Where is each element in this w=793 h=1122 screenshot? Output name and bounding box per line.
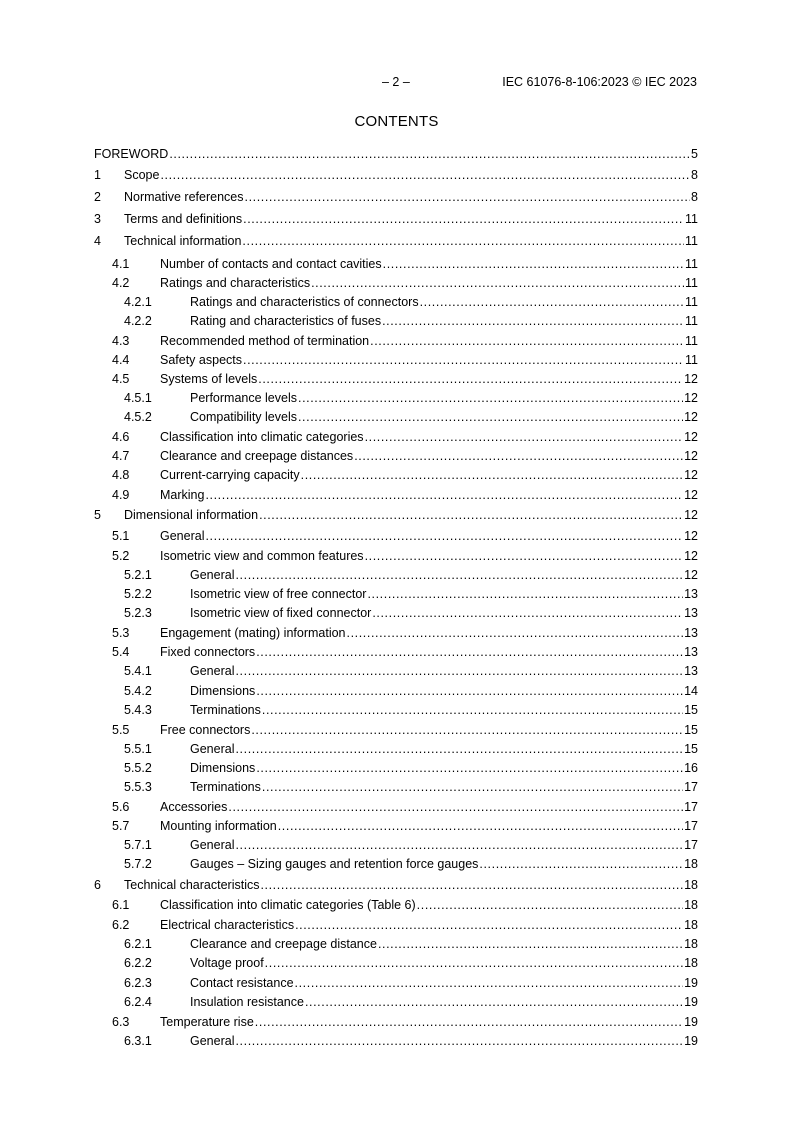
toc-entry[interactable] [94, 975, 698, 991]
toc-entry-number: 5.5.3 [124, 780, 152, 794]
toc-entry-label: General [190, 742, 235, 756]
toc-entry[interactable] [94, 429, 698, 445]
toc-entry-page: 11 [685, 276, 698, 290]
toc-entry-page: 12 [684, 449, 698, 463]
toc-entry-label: Classification into climatic categories [160, 430, 364, 444]
toc-entry-number: 4.2 [112, 276, 130, 290]
dot-leader [295, 917, 683, 933]
toc-entry-page: 12 [684, 372, 698, 386]
toc-entry-page: 17 [684, 838, 698, 852]
dot-leader [245, 189, 691, 205]
page-title: CONTENTS [354, 113, 439, 130]
toc-entry-number: 5.2.3 [124, 606, 152, 620]
toc-entry-number: 4.5 [112, 372, 130, 386]
toc-entry-label: Gauges – Sizing gauges and retention force gauges [190, 857, 479, 871]
toc-entry[interactable] [94, 760, 698, 776]
toc-entry[interactable] [94, 313, 698, 329]
toc-entry-number: 5.6 [112, 800, 130, 814]
toc-entry-page: 16 [684, 761, 698, 775]
toc-entry[interactable] [94, 644, 698, 660]
toc-entry[interactable] [94, 936, 698, 952]
toc-entry-number: 6.2 [112, 918, 130, 932]
toc-entry-label: Performance levels [190, 391, 297, 405]
toc-entry-number: 5.7.1 [124, 838, 152, 852]
toc-entry-number: 4.5.1 [124, 391, 152, 405]
toc-entry-label: Dimensions [190, 684, 256, 698]
toc-entry-label: FOREWORD [94, 147, 169, 161]
toc-entry[interactable] [94, 1033, 698, 1049]
toc-entry-page: 11 [685, 234, 698, 248]
toc-entry[interactable] [94, 352, 698, 368]
toc-entry-page: 18 [684, 857, 698, 871]
toc-entry[interactable] [94, 741, 698, 757]
toc-entry-label: Dimensions [190, 761, 256, 775]
toc-entry-number: 5 [94, 508, 101, 522]
toc-entry-number: 1 [94, 168, 101, 182]
toc-entry-label: Terminations [190, 703, 261, 717]
toc-entry-label: Normative references [124, 190, 244, 204]
dot-leader [262, 702, 683, 718]
toc-entry[interactable] [94, 167, 698, 183]
toc-entry-label: Contact resistance [190, 976, 294, 990]
toc-entry-page: 11 [685, 334, 698, 348]
toc-entry-label: Recommended method of termination [160, 334, 370, 348]
toc-entry[interactable] [94, 818, 698, 834]
dot-leader [305, 994, 683, 1010]
toc-entry-page: 12 [684, 391, 698, 405]
dot-leader [383, 256, 684, 272]
toc-entry[interactable] [94, 448, 698, 464]
toc-entry-number: 6.1 [112, 898, 130, 912]
toc-entry[interactable] [94, 837, 698, 853]
dot-leader [382, 313, 684, 329]
toc-entry-label: Engagement (mating) information [160, 626, 346, 640]
dot-leader [265, 955, 683, 971]
dot-leader [243, 352, 684, 368]
toc-entry-page: 12 [684, 568, 698, 582]
toc-entry-label: Ratings and characteristics of connectors [190, 295, 419, 309]
toc-entry-label: Classification into climatic categories (Table 6) [160, 898, 416, 912]
toc-entry-page: 12 [684, 508, 698, 522]
toc-entry-label: Current-carrying capacity [160, 468, 300, 482]
toc-entry-label: Mounting information [160, 819, 277, 833]
toc-entry-page: 15 [684, 742, 698, 756]
toc-entry[interactable] [94, 877, 698, 893]
toc-entry[interactable] [94, 233, 698, 249]
toc-entry[interactable] [94, 994, 698, 1010]
dot-leader [298, 390, 683, 406]
toc-entry-page: 18 [684, 956, 698, 970]
toc-entry-label: General [160, 529, 205, 543]
page-number: – 2 – [382, 75, 410, 89]
toc-entry-label: Electrical characteristics [160, 918, 295, 932]
toc-entry-label: General [190, 664, 235, 678]
dot-leader [256, 683, 683, 699]
toc-entry-number: 4.3 [112, 334, 130, 348]
toc-entry-label: Isometric view of free connector [190, 587, 367, 601]
toc-entry-page: 12 [684, 410, 698, 424]
dot-leader [479, 856, 683, 872]
dot-leader [205, 528, 683, 544]
toc-entry-label: Clearance and creepage distances [160, 449, 354, 463]
toc-entry-label: Dimensional information [124, 508, 259, 522]
toc-entry-label: Technical characteristics [124, 878, 260, 892]
dot-leader [235, 1033, 683, 1049]
toc-entry[interactable] [94, 955, 698, 971]
toc-entry-label: Voltage proof [190, 956, 264, 970]
dot-leader [354, 448, 683, 464]
toc-entry[interactable] [94, 189, 698, 205]
dot-leader [420, 294, 684, 310]
toc-entry-page: 8 [691, 168, 698, 182]
toc-entry-page: 15 [684, 723, 698, 737]
toc-entry-number: 6.2.2 [124, 956, 152, 970]
toc-entry-page: 13 [684, 606, 698, 620]
toc-entry-number: 5.4.2 [124, 684, 152, 698]
dot-leader [298, 409, 683, 425]
toc-entry-page: 12 [684, 488, 698, 502]
toc-entry-number: 6.2.3 [124, 976, 152, 990]
toc-entry-number: 6.3 [112, 1015, 130, 1029]
toc-entry[interactable] [94, 507, 698, 523]
toc-entry-page: 5 [691, 147, 698, 161]
toc-entry-label: Technical information [124, 234, 242, 248]
toc-entry[interactable] [94, 487, 698, 503]
toc-entry-label: Free connectors [160, 723, 251, 737]
toc-entry[interactable] [94, 663, 698, 679]
toc-entry[interactable] [94, 548, 698, 564]
toc-entry-page: 11 [685, 212, 698, 226]
toc-entry-page: 11 [685, 257, 698, 271]
dot-leader [242, 233, 684, 249]
toc-entry-page: 19 [684, 995, 698, 1009]
dot-leader [278, 818, 683, 834]
toc-entry-number: 4.4 [112, 353, 130, 367]
toc-entry-label: General [190, 838, 235, 852]
dot-leader [311, 275, 684, 291]
dot-leader [235, 567, 683, 583]
toc-entry-page: 13 [684, 645, 698, 659]
toc-entry-page: 12 [684, 468, 698, 482]
dot-leader [372, 605, 683, 621]
toc-entry-number: 4.2.2 [124, 314, 152, 328]
toc-entry-number: 4.5.2 [124, 410, 152, 424]
toc-entry[interactable] [94, 333, 698, 349]
toc-entry-label: Number of contacts and contact cavities [160, 257, 382, 271]
toc-entry-page: 11 [685, 314, 698, 328]
dot-leader [367, 586, 683, 602]
toc-entry-page: 19 [684, 976, 698, 990]
toc-entry-number: 5.5 [112, 723, 130, 737]
toc-entry-page: 12 [684, 549, 698, 563]
dot-leader [417, 897, 683, 913]
dot-leader [262, 779, 683, 795]
toc-entry-label: General [190, 1034, 235, 1048]
dot-leader [235, 663, 683, 679]
dot-leader [258, 371, 683, 387]
toc-entry-page: 17 [684, 800, 698, 814]
toc-entry-number: 5.7 [112, 819, 130, 833]
toc-entry[interactable] [94, 256, 698, 272]
toc-entry[interactable] [94, 294, 698, 310]
dot-leader [235, 837, 683, 853]
toc-entry-page: 14 [684, 684, 698, 698]
dot-leader [169, 146, 690, 162]
toc-entry-number: 4.1 [112, 257, 130, 271]
toc-entry-number: 6.2.4 [124, 995, 152, 1009]
toc-entry-label: General [190, 568, 235, 582]
toc-entry-page: 18 [684, 898, 698, 912]
dot-leader [256, 644, 683, 660]
toc-entry-label: Fixed connectors [160, 645, 256, 659]
dot-leader [347, 625, 684, 641]
dot-leader [365, 429, 684, 445]
toc-entry-number: 4 [94, 234, 101, 248]
toc-entry-page: 13 [684, 664, 698, 678]
toc-entry-number: 5.3 [112, 626, 130, 640]
dot-leader [243, 211, 684, 227]
toc-entry[interactable] [94, 211, 698, 227]
toc-entry-label: Isometric view of fixed connector [190, 606, 372, 620]
dot-leader [378, 936, 683, 952]
toc-entry-label: Isometric view and common features [160, 549, 364, 563]
dot-leader [251, 722, 683, 738]
toc-entry[interactable] [94, 722, 698, 738]
dot-leader [160, 167, 690, 183]
toc-entry-number: 5.4.1 [124, 664, 152, 678]
toc-entry-number: 5.1 [112, 529, 130, 543]
toc-entry-page: 17 [684, 780, 698, 794]
toc-entry-number: 5.2 [112, 549, 130, 563]
page-header [0, 75, 793, 93]
toc-entry-number: 6 [94, 878, 101, 892]
dot-leader [365, 548, 684, 564]
dot-leader [259, 507, 683, 523]
toc-entry[interactable] [94, 625, 698, 641]
toc-entry-number: 5.2.1 [124, 568, 152, 582]
toc-entry[interactable] [94, 799, 698, 815]
toc-entry-page: 19 [684, 1034, 698, 1048]
toc-entry-number: 4.8 [112, 468, 130, 482]
dot-leader [370, 333, 684, 349]
toc-entry[interactable] [94, 605, 698, 621]
toc-entry-number: 2 [94, 190, 101, 204]
toc-entry-page: 11 [685, 353, 698, 367]
toc-entry[interactable] [94, 275, 698, 291]
toc-entry-label: Clearance and creepage distance [190, 937, 377, 951]
toc-entry[interactable] [94, 779, 698, 795]
toc-entry-number: 4.6 [112, 430, 130, 444]
toc-entry[interactable] [94, 702, 698, 718]
toc-entry-number: 5.2.2 [124, 587, 152, 601]
toc-entry[interactable] [94, 409, 698, 425]
toc-entry-label: Ratings and characteristics [160, 276, 311, 290]
toc-entry-page: 18 [684, 878, 698, 892]
toc-entry-page: 18 [684, 937, 698, 951]
toc-entry-label: Scope [124, 168, 160, 182]
toc-entry-page: 8 [691, 190, 698, 204]
toc-entry-number: 5.4 [112, 645, 130, 659]
toc-entry-label: Terms and definitions [124, 212, 243, 226]
toc-entry-label: Compatibility levels [190, 410, 297, 424]
toc-entry-page: 19 [684, 1015, 698, 1029]
toc-entry-number: 5.4.3 [124, 703, 152, 717]
toc-entry-label: Terminations [190, 780, 261, 794]
dot-leader [260, 877, 683, 893]
toc-entry-label: Accessories [160, 800, 228, 814]
toc-entry-number: 4.9 [112, 488, 130, 502]
toc-entry[interactable] [94, 567, 698, 583]
toc-entry-page: 18 [684, 918, 698, 932]
dot-leader [228, 799, 683, 815]
toc-entry[interactable] [94, 917, 698, 933]
toc-entry[interactable] [94, 586, 698, 602]
dot-leader [295, 975, 684, 991]
dot-leader [256, 760, 683, 776]
toc-entry-number: 4.2.1 [124, 295, 152, 309]
toc-entry-page: 12 [684, 430, 698, 444]
toc-entry-label: Temperature rise [160, 1015, 254, 1029]
dot-leader [235, 741, 683, 757]
toc-entry-label: Insulation resistance [190, 995, 304, 1009]
toc-entry-page: 11 [685, 295, 698, 309]
toc-entry-number: 4.7 [112, 449, 130, 463]
toc-entry[interactable] [94, 683, 698, 699]
document-id: IEC 61076-8-106:2023 © IEC 2023 [502, 75, 697, 89]
toc-entry-label: Rating and characteristics of fuses [190, 314, 382, 328]
toc-entry-number: 3 [94, 212, 101, 226]
toc-entry-page: 13 [684, 587, 698, 601]
toc-entry-page: 15 [684, 703, 698, 717]
toc-entry-number: 5.5.1 [124, 742, 152, 756]
toc-entry[interactable] [94, 897, 698, 913]
toc-entry[interactable] [94, 146, 698, 162]
toc-entry[interactable] [94, 390, 698, 406]
toc-entry-page: 17 [684, 819, 698, 833]
toc-entry[interactable] [94, 1014, 698, 1030]
toc-entry-number: 5.7.2 [124, 857, 152, 871]
dot-leader [301, 467, 683, 483]
toc-entry-label: Marking [160, 488, 205, 502]
toc-entry[interactable] [94, 467, 698, 483]
toc-entry[interactable] [94, 856, 698, 872]
toc-entry-number: 5.5.2 [124, 761, 152, 775]
toc-entry-page: 12 [684, 529, 698, 543]
dot-leader [255, 1014, 683, 1030]
toc-entry-number: 6.2.1 [124, 937, 152, 951]
toc-entry-page: 13 [684, 626, 698, 640]
toc-entry-number: 6.3.1 [124, 1034, 152, 1048]
toc-entry-label: Systems of levels [160, 372, 258, 386]
dot-leader [205, 487, 683, 503]
toc-entry[interactable] [94, 528, 698, 544]
toc-entry[interactable] [94, 371, 698, 387]
toc-entry-label: Safety aspects [160, 353, 242, 367]
